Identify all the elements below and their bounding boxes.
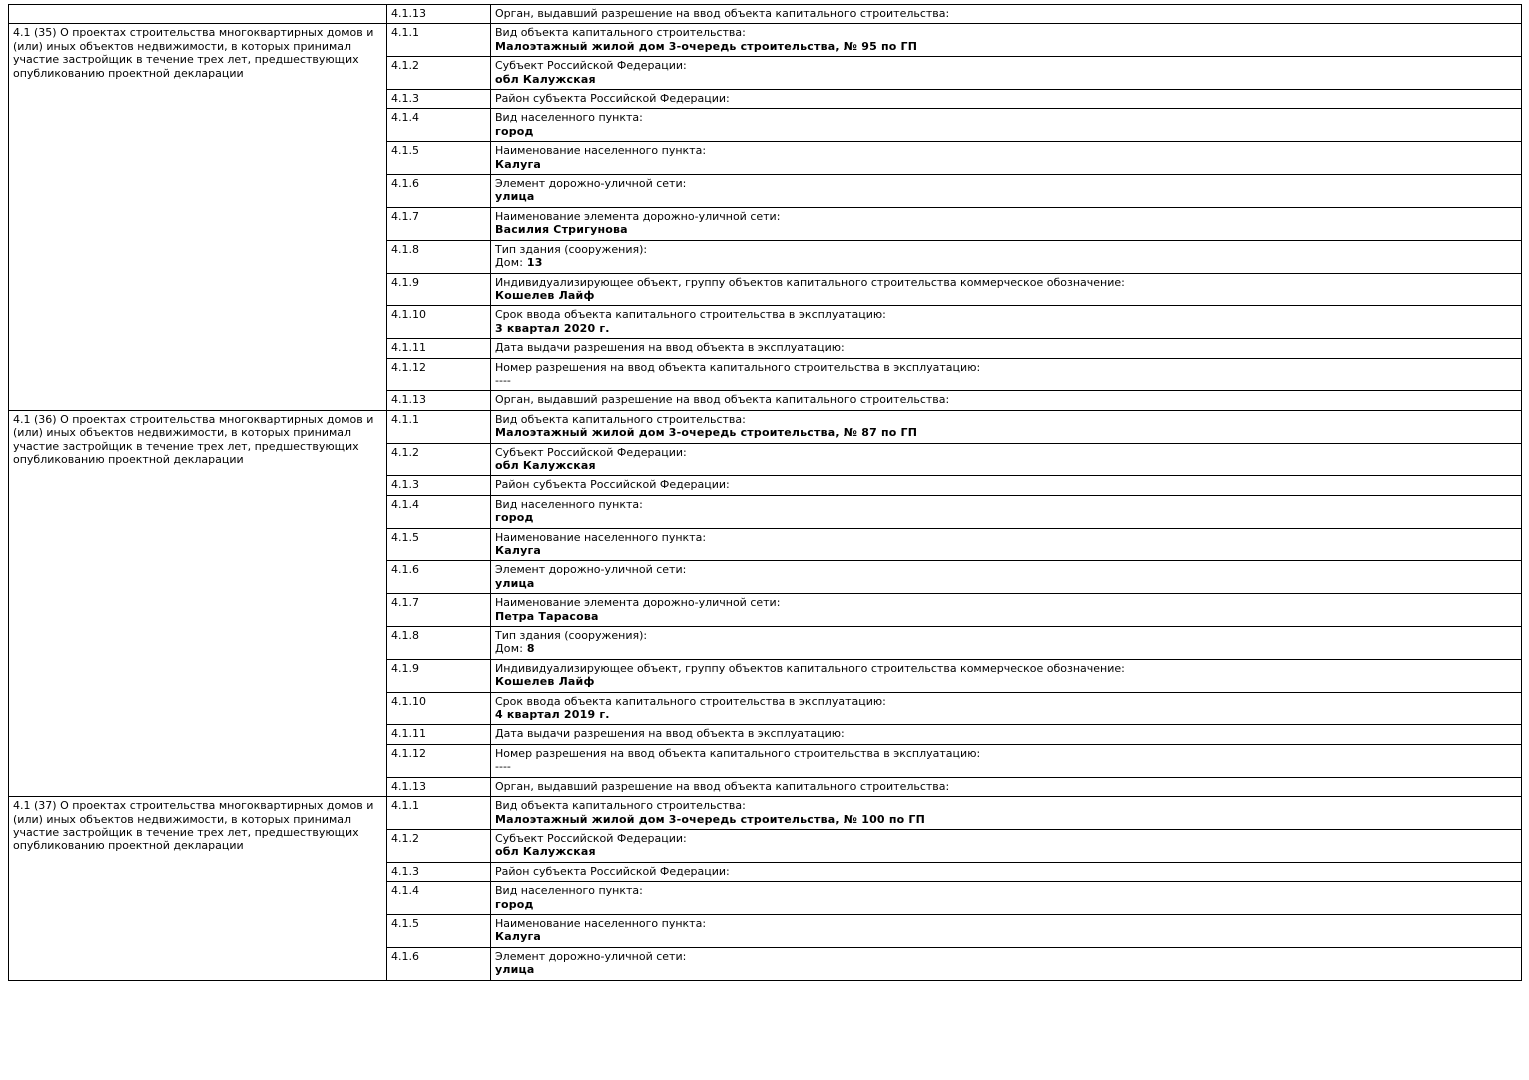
code-cell: 4.1.9 (387, 273, 491, 306)
field-value: город (495, 511, 534, 525)
content-cell-rayon (491, 90, 1522, 109)
content-cell-naim-punkta (491, 914, 1522, 947)
field-value: Калуга (495, 544, 542, 557)
code-cell: 4.1.3 (387, 90, 491, 109)
code-cell: 4.1.1 (387, 797, 491, 830)
code-cell: 4.1.10 (387, 306, 491, 339)
content-cell-organ (491, 777, 1522, 796)
field-label: Тип здания (сооружения): (495, 629, 648, 643)
field-label: Район субъекта Российской Федерации: (495, 864, 730, 878)
field-label: Наименование населенного пункта: (495, 916, 707, 930)
content-cell-vid-punkta (491, 495, 1522, 528)
code-cell: 4.1.3 (387, 862, 491, 881)
table-row (9, 410, 1522, 443)
content-cell-organ (491, 391, 1522, 410)
code-cell: 4.1.4 (387, 495, 491, 528)
code-cell: 4.1.13 (387, 5, 491, 24)
table-row (9, 797, 1522, 830)
field-value: 4 квартал 2019 г. (495, 708, 610, 722)
field-label: Район субъекта Российской Федерации: (495, 92, 730, 106)
field-value: улица (495, 963, 535, 977)
content-cell-naim-punkta (491, 528, 1522, 561)
field-label: Вид объекта капитального строительства: (495, 799, 746, 813)
code-cell: 4.1.12 (387, 358, 491, 391)
content-cell-individ (491, 659, 1522, 692)
content-cell-srok-vvoda (491, 692, 1522, 725)
field-label: Орган, выдавший разрешение на ввод объекта капитального строительства: (495, 393, 950, 407)
field-value: Малоэтажный жилой дом 3-очередь строительства, № 100 по ГП (495, 812, 926, 826)
content-cell-vid-objekta (491, 797, 1522, 830)
content-cell-subject-rf (491, 829, 1522, 862)
code-cell: 4.1.5 (387, 528, 491, 561)
content-cell (491, 5, 1522, 24)
code-cell: 4.1.6 (387, 947, 491, 980)
declaration-table (8, 4, 1522, 981)
dom-prefix: Дом: (495, 256, 524, 270)
field-value: обл Калужская (495, 72, 596, 86)
content-cell-element-seti (491, 947, 1522, 980)
field-label: Вид населенного пункта: (495, 884, 643, 898)
field-label: Вид населенного пункта: (495, 111, 643, 125)
field-value: Василия Стригунова (495, 223, 628, 237)
dom-number: 8 (526, 642, 535, 656)
content-cell-naim-element-seti (491, 207, 1522, 240)
field-label: Дата выдачи разрешения на ввод объекта в эксплуатацию: (495, 727, 845, 741)
content-cell-subject-rf (491, 443, 1522, 476)
code-cell: 4.1.7 (387, 594, 491, 627)
content-cell-data-vydachi (491, 339, 1522, 358)
field-label: Наименование элемента дорожно-уличной сети: (495, 209, 781, 223)
field-label: Номер разрешения на ввод объекта капитального строительства в эксплуатацию: (495, 746, 981, 760)
section-cell-empty (9, 5, 387, 24)
field-label: Срок ввода объекта капитального строительства в эксплуатацию: (495, 308, 886, 322)
code-cell: 4.1.6 (387, 561, 491, 594)
code-cell: 4.1.6 (387, 175, 491, 208)
field-label: Район субъекта Российской Федерации: (495, 478, 730, 492)
code-cell: 4.1.11 (387, 339, 491, 358)
field-value: Кошелев Лайф (495, 288, 595, 302)
dom-prefix: Дом: (495, 642, 524, 656)
code-cell: 4.1.7 (387, 207, 491, 240)
code-cell: 4.1.8 (387, 627, 491, 660)
field-label: Орган, выдавший разрешение на ввод объекта капитального строительства: (495, 779, 950, 793)
content-cell-nomer-razresheniya (491, 744, 1522, 777)
field-label: Субъект Российской Федерации: (495, 445, 687, 459)
code-cell: 4.1.13 (387, 777, 491, 796)
content-cell-rayon (491, 862, 1522, 881)
code-cell: 4.1.2 (387, 443, 491, 476)
content-cell-srok-vvoda (491, 306, 1522, 339)
field-label: Субъект Российской Федерации: (495, 59, 687, 73)
code-cell: 4.1.4 (387, 882, 491, 915)
section-title-cell: 4.1 (36) О проектах строительства многоквартирных домов и (или) иных объектов недвижимости, в которых принимал участие застройщик в течение трех лет, предшествующих опубликованию проектной декларации (9, 410, 387, 796)
content-cell-vid-objekta (491, 24, 1522, 57)
field-label: Наименование элемента дорожно-уличной сети: (495, 596, 781, 610)
field-value-dom (495, 256, 1517, 269)
field-label: Наименование населенного пункта: (495, 144, 707, 158)
code-cell: 4.1.4 (387, 109, 491, 142)
section-title-cell: 4.1 (35) О проектах строительства многоквартирных домов и (или) иных объектов недвижимости, в которых принимал участие застройщик в течение трех лет, предшествующих опубликованию проектной декларации (9, 24, 387, 410)
field-value: улица (495, 576, 535, 590)
content-cell-vid-punkta (491, 109, 1522, 142)
code-cell: 4.1.10 (387, 692, 491, 725)
content-cell-element-seti (491, 561, 1522, 594)
content-cell-data-vydachi (491, 725, 1522, 744)
section-title-cell: 4.1 (37) О проектах строительства многоквартирных домов и (или) иных объектов недвижимости, в которых принимал участие застройщик в течение трех лет, предшествующих опубликованию проектной декларации (9, 797, 387, 980)
content-cell-tip-zdaniya (491, 240, 1522, 273)
content-cell-subject-rf (491, 57, 1522, 90)
code-cell: 4.1.2 (387, 829, 491, 862)
content-cell-naim-punkta (491, 142, 1522, 175)
dom-number: 13 (526, 256, 543, 270)
field-label: Индивидуализирующее объект, группу объектов капитального строительства коммерческое обозначение: (495, 661, 1125, 675)
field-value: Малоэтажный жилой дом 3-очередь строительства, № 95 по ГП (495, 39, 918, 53)
field-label: Наименование населенного пункта: (495, 530, 707, 544)
content-cell-nomer-razresheniya (491, 358, 1522, 391)
field-value: ---- (495, 760, 511, 774)
field-label: Субъект Российской Федерации: (495, 831, 687, 845)
field-value: Малоэтажный жилой дом 3-очередь строительства, № 87 по ГП (495, 426, 918, 440)
code-cell: 4.1.9 (387, 659, 491, 692)
content-cell-element-seti (491, 175, 1522, 208)
field-value-dom (495, 642, 1517, 655)
table-row (9, 5, 1522, 24)
field-label: Тип здания (сооружения): (495, 242, 648, 256)
code-cell: 4.1.3 (387, 476, 491, 495)
field-value: Калуга (495, 930, 542, 944)
code-cell: 4.1.5 (387, 142, 491, 175)
field-value: город (495, 124, 534, 138)
content-cell-rayon (491, 476, 1522, 495)
field-label: Вид объекта капитального строительства: (495, 26, 746, 40)
content-cell-vid-objekta (491, 410, 1522, 443)
field-value: обл Калужская (495, 845, 596, 859)
code-cell: 4.1.5 (387, 914, 491, 947)
field-value: обл Калужская (495, 458, 596, 472)
field-value: 3 квартал 2020 г. (495, 321, 610, 335)
field-label: Вид населенного пункта: (495, 497, 643, 511)
field-label: Вид объекта капитального строительства: (495, 412, 746, 426)
field-label: Срок ввода объекта капитального строительства в эксплуатацию: (495, 694, 886, 708)
field-value: Кошелев Лайф (495, 675, 595, 689)
field-value: улица (495, 190, 535, 204)
code-cell: 4.1.11 (387, 725, 491, 744)
field-label: Элемент дорожно-уличной сети: (495, 563, 687, 577)
code-cell: 4.1.13 (387, 391, 491, 410)
code-cell: 4.1.2 (387, 57, 491, 90)
field-value: ---- (495, 373, 511, 387)
code-cell: 4.1.1 (387, 24, 491, 57)
field-label: Элемент дорожно-уличной сети: (495, 949, 687, 963)
content-cell-vid-punkta (491, 882, 1522, 915)
field-value: Калуга (495, 157, 542, 171)
content-cell-individ (491, 273, 1522, 306)
field-label: Орган, выдавший разрешение на ввод объекта капитального строительства: (495, 7, 950, 20)
content-cell-tip-zdaniya (491, 627, 1522, 660)
table-row (9, 24, 1522, 57)
field-value: город (495, 897, 534, 911)
field-label: Номер разрешения на ввод объекта капитального строительства в эксплуатацию: (495, 360, 981, 374)
code-cell: 4.1.1 (387, 410, 491, 443)
field-value: Петра Тарасова (495, 609, 599, 623)
field-label: Индивидуализирующее объект, группу объектов капитального строительства коммерческое обозначение: (495, 275, 1125, 289)
code-cell: 4.1.8 (387, 240, 491, 273)
code-cell: 4.1.12 (387, 744, 491, 777)
content-cell-naim-element-seti (491, 594, 1522, 627)
field-label: Дата выдачи разрешения на ввод объекта в эксплуатацию: (495, 341, 845, 355)
field-label: Элемент дорожно-уличной сети: (495, 177, 687, 191)
